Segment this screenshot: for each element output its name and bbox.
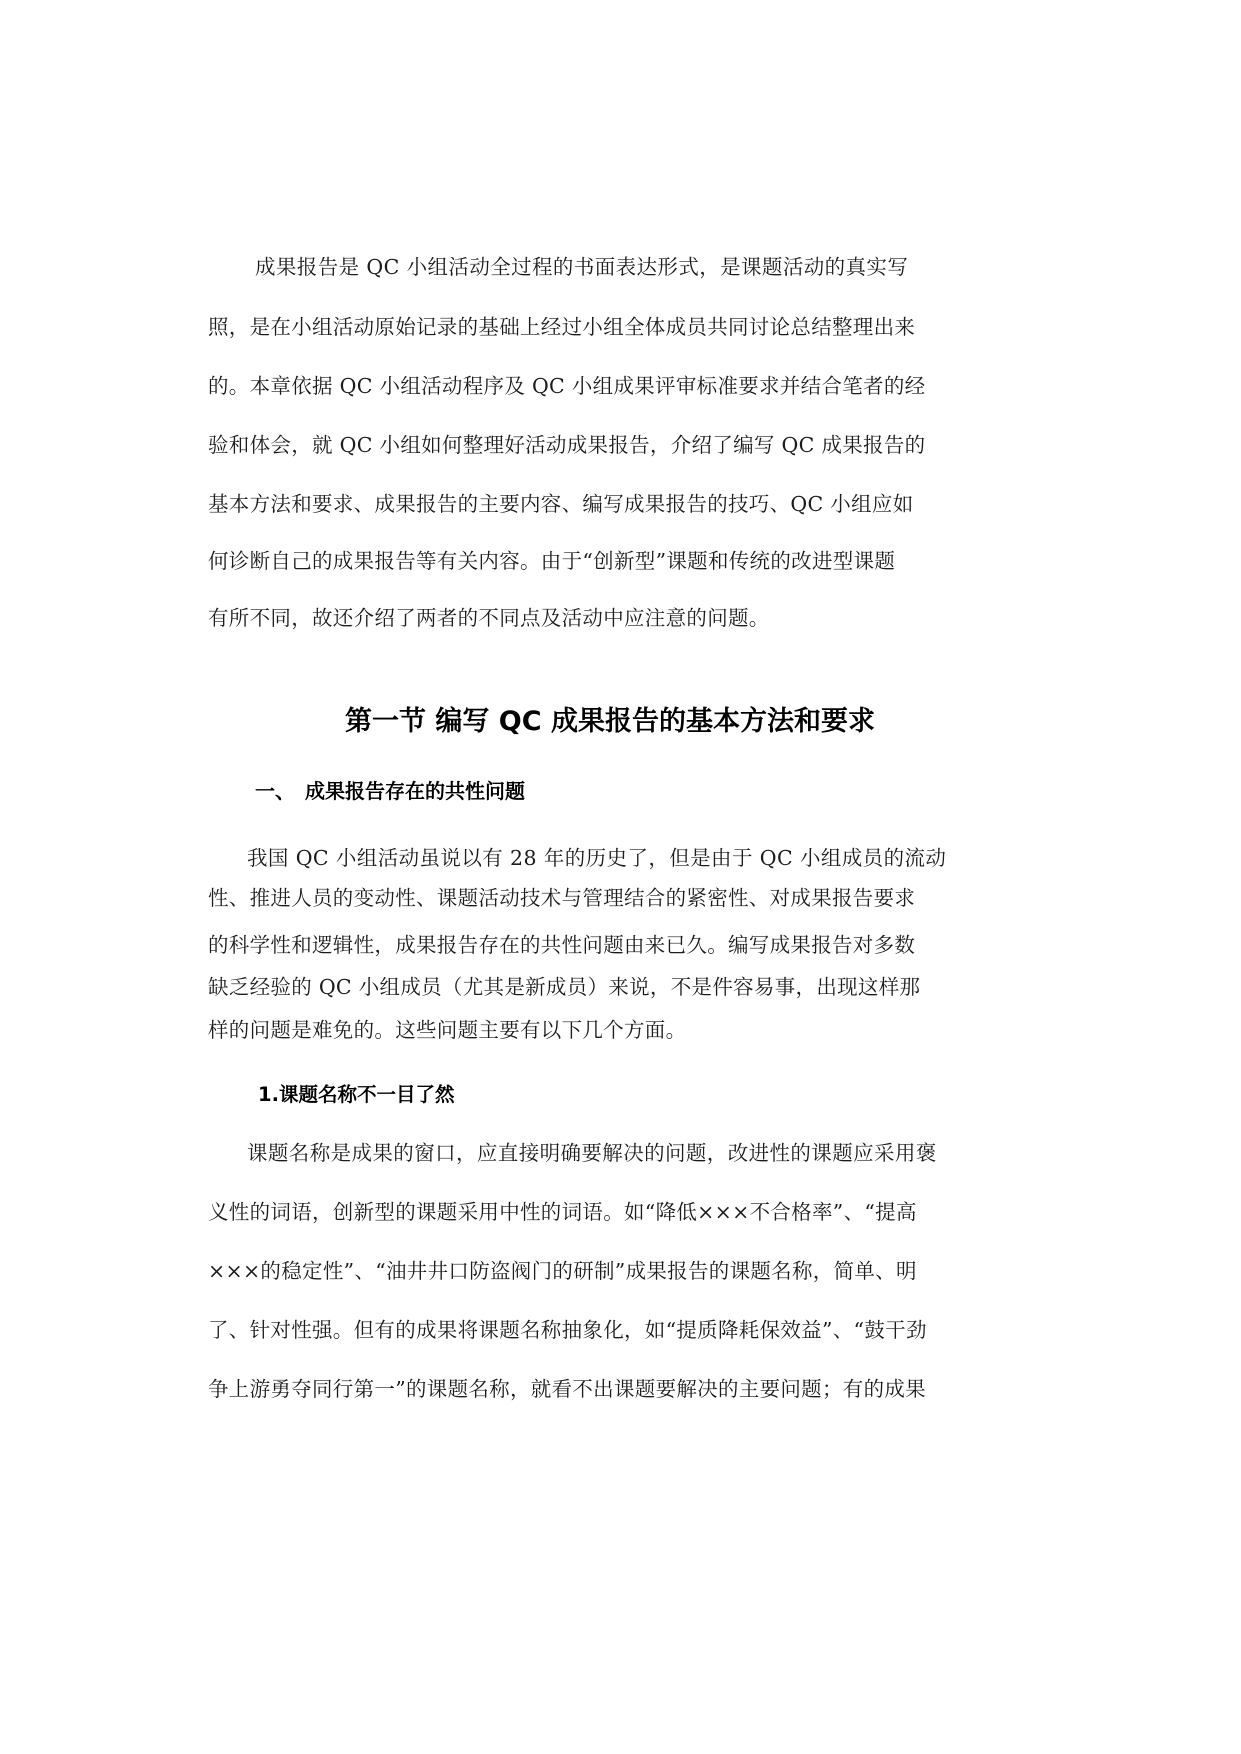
para2-line-4: 了、针对性强。但有的成果将课题名称抽象化，如“提质降耗保效益”、“鼓干劲 <box>208 1318 927 1342</box>
para2-line-2: 义性的词语，创新型的课题采用中性的词语。如“降低×××不合格率”、“提高 <box>208 1200 917 1224</box>
para1-line-5: 样的问题是难免的。这些问题主要有以下几个方面。 <box>208 1018 687 1042</box>
intro-line-2: 照，是在小组活动原始记录的基础上经过小组全体成员共同讨论总结整理出来 <box>208 315 916 339</box>
para1-line-2: 性、推进人员的变动性、课题活动技术与管理结合的紧密性、对成果报告要求 <box>208 886 916 910</box>
intro-line-4: 验和体会，就 QC 小组如何整理好活动成果报告，介绍了编写 QC 成果报告的 <box>208 433 926 457</box>
para2-line-1: 课题名称是成果的窗口，应直接明确要解决的问题，改进性的课题应采用褒 <box>247 1141 937 1165</box>
intro-line-6: 何诊断自己的成果报告等有关内容。由于“创新型”课题和传统的改进型课题 <box>208 549 896 573</box>
para2-line-5: 争上游勇夺同行第一”的课题名称，就看不出课题要解决的主要问题；有的成果 <box>208 1377 926 1401</box>
section-title: 第一节 编写 QC 成果报告的基本方法和要求 <box>345 706 875 737</box>
intro-line-3: 的。本章依据 QC 小组活动程序及 QC 小组成果评审标准要求并结合笔者的经 <box>208 374 926 398</box>
intro-line-5: 基本方法和要求、成果报告的主要内容、编写成果报告的技巧、QC 小组应如 <box>208 492 914 516</box>
intro-line-1: 成果报告是 QC 小组活动全过程的书面表达形式，是课题活动的真实写 <box>255 255 909 279</box>
para1-line-1: 我国 QC 小组活动虽说以有 28 年的历史了，但是由于 QC 小组成员的流动 <box>247 846 947 870</box>
subsection-title: 成果报告存在的共性问题 <box>305 779 525 803</box>
para1-line-4: 缺乏经验的 QC 小组成员（尤其是新成员）来说，不是件容易事，出现这样那 <box>208 975 921 999</box>
para1-line-3: 的科学性和逻辑性，成果报告存在的共性问题由来已久。编写成果报告对多数 <box>208 933 916 957</box>
para2-line-3: ×××的稳定性”、“油井井口防盗阀门的研制”成果报告的课题名称，简单、明 <box>208 1259 917 1283</box>
item-title: 1.课题名称不一目了然 <box>258 1083 455 1106</box>
subsection-number: 一、 <box>255 779 295 803</box>
intro-line-7: 有所不同，故还介绍了两者的不同点及活动中应注意的问题。 <box>208 606 770 630</box>
